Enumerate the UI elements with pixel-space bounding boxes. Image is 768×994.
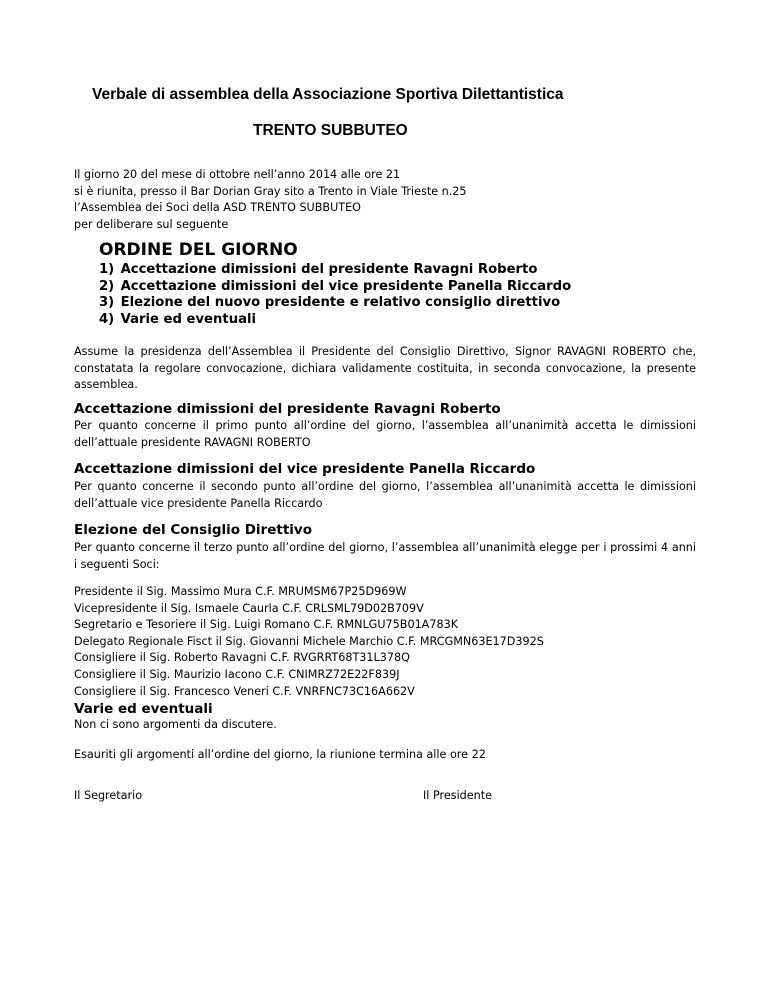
closing-line: Esauriti gli argomenti all’ordine del giorno, la riunione termina alle ore 22 (74, 748, 486, 761)
agenda-item (99, 262, 571, 279)
agenda-item-number: 2) (99, 278, 115, 294)
intro-line: Il giorno 20 del mese di ottobre nell’anno 2014 alle ore 21 (74, 168, 401, 181)
board-member: Consigliere il Sig. Maurizio Iacono C.F. CNIMRZ72E22F839J (74, 667, 400, 681)
board-member: Segretario e Tesoriere il Sig. Luigi Romano C.F. RMNLGU75B01A783K (74, 618, 459, 632)
section-body: Per quanto concerne il secondo punto all’ordine del giorno, l’assemblea all’unanimità accetta le dimissioni dell’attuale vice presidente Panella Riccardo (74, 480, 696, 510)
signature-secretary: Il Segretario (74, 789, 143, 802)
intro-block (74, 167, 467, 233)
intro-line: si è riunita, presso il Bar Dorian Gray sito a Trento in Viale Trieste n.25 (74, 184, 467, 198)
board-member: Consigliere il Sig. Francesco Veneri C.F. VNRFNC73C16A662V (74, 684, 415, 698)
board-member: Delegato Regionale Fisct il Sig. Giovanni Michele Marchio C.F. MRCGMN63E17D392S (74, 634, 544, 648)
agenda-item-text: Elezione del nuovo presidente e relativo consiglio direttivo (120, 295, 561, 311)
agenda-list (99, 262, 571, 328)
signature-president: Il Presidente (423, 789, 493, 802)
intro-line: l’Assemblea dei Soci della ASD TRENTO SUBBUTEO (74, 201, 361, 215)
agenda-item-number: 4) (99, 311, 115, 327)
opening-paragraph: Assume la presidenza dell’Assemblea il Presidente del Consiglio Direttivo, Signor RAVAGNI ROBERTO che, constatata la regolare convocazione, dichiara validamente costituita, in seconda convocazione, la presente assemblea. (74, 345, 696, 392)
agenda-item (99, 312, 571, 329)
section-body: Non ci sono argomenti da discutere. (74, 718, 277, 731)
document-subtitle: TRENTO SUBBUTEO (253, 122, 408, 139)
intro-line: per deliberare sul seguente (74, 217, 229, 231)
agenda-item-number: 1) (99, 262, 115, 277)
section-heading: Accettazione dimissioni del vice presidente Panella Riccardo (74, 461, 536, 477)
agenda-item-text: Accettazione dimissioni del presidente Ravagni Roberto (120, 262, 538, 277)
document-title: Verbale di assemblea della Associazione Sportiva Dilettantistica (92, 86, 564, 103)
section-heading: Elezione del Consiglio Direttivo (74, 522, 312, 538)
agenda-item-number: 3) (99, 295, 115, 311)
section-body: Per quanto concerne il terzo punto all’ordine del giorno, l’assemblea all’unanimità elegge per i prossimi 4 anni i seguenti Soci: (74, 541, 696, 571)
agenda-item-text: Varie ed eventuali (120, 311, 257, 327)
agenda-item (99, 279, 571, 296)
section-heading: Accettazione dimissioni del presidente Ravagni Roberto (74, 401, 501, 417)
section-heading: Varie ed eventuali (74, 701, 213, 717)
section-body: Per quanto concerne il primo punto all’ordine del giorno, l’assemblea all’unanimità accetta le dimissioni dell’attuale presidente RAVAGNI ROBERTO (74, 419, 696, 449)
board-member: Presidente il Sig. Massimo Mura C.F. MRUMSM67P25D969W (74, 585, 407, 598)
agenda-item (99, 295, 571, 312)
board-members-list (74, 584, 544, 700)
agenda-item-text: Accettazione dimissioni del vice presidente Panella Riccardo (120, 278, 572, 294)
agenda-heading: ORDINE DEL GIORNO (99, 240, 298, 260)
board-member: Consigliere il Sig. Roberto Ravagni C.F. RVGRRT68T31L378Q (74, 651, 410, 665)
board-member: Vicepresidente il Sig. Ismaele Caurla C.F. CRLSML79D02B709V (74, 601, 424, 615)
